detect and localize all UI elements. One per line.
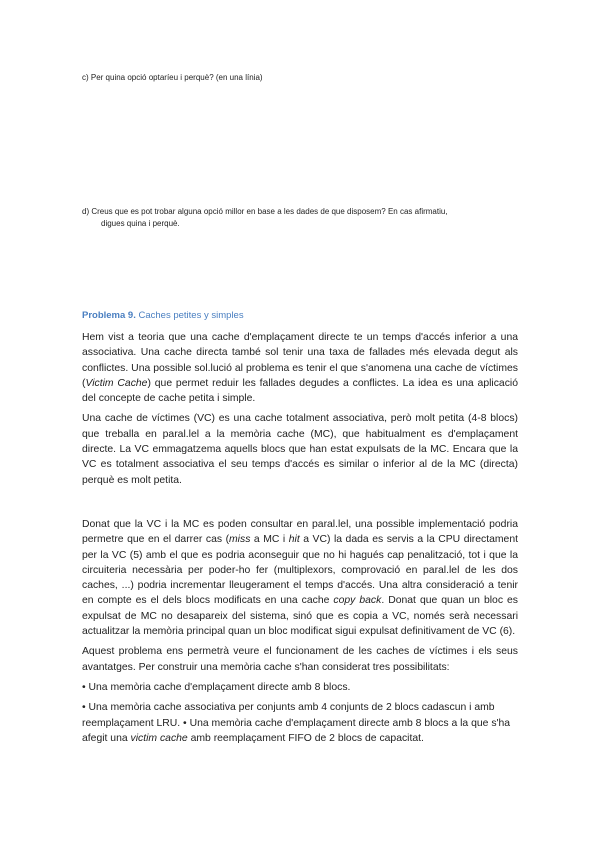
question-d-line1: d) Creus que es pot trobar alguna opció millor en base a les dades de que disposem? En cas afirmatiu, — [82, 207, 448, 216]
problem-number: Problema 9. — [82, 310, 136, 321]
paragraph-3-part-b: a MC i — [250, 534, 289, 546]
question-c: c) Per quina opció optaríeu i perquè? (en una línia) — [82, 73, 263, 82]
paragraph-4: Aquest problema ens permetrà veure el funcionament de les caches de víctimes i els seus avantatges. Per construir una memòria cache s'han considerat tres possibilitats: — [82, 646, 518, 673]
paragraph-3-emphasis-hit: hit — [288, 534, 300, 546]
paragraph-1-part-b: ) que permet reduir les fallades degudes a conflictes. La idea es una aplicació del concepte de cache petita i simple. — [82, 377, 518, 405]
text-block-1 — [82, 330, 518, 493]
list-item-text: • Una memòria cache associativa per conjunts amb 4 conjunts de 2 blocs cadascun i amb reemplaçament LRU. • Una memòria cache d'emplaçament directe amb 8 blocs a la que s'ha afegit una — [82, 702, 511, 744]
paragraph-2: Una cache de víctimes (VC) es una cache totalment associativa, però molt petita (4-8 blocs) que treballa en paral.lel a la memòria cache (MC), que habitualment es d'emplaçament directe. La VC emmagatzema aquells blocs que han estat expulsats de la MC. Encara que la VC es totalment associativa el seu temps d'accés es similar o inferior al de la MC (directa) perquè es molt petita. — [82, 413, 518, 486]
paragraph-1-emphasis: Victim Cache — [85, 377, 148, 389]
paragraph-3-emphasis-miss: miss — [229, 534, 251, 546]
question-d-line2: digues quina i perquè. — [101, 219, 180, 228]
paragraph-3-part-a: Donat que la VC i la MC es poden consultar en paral.lel, una possible implementació podria permetre que en el darrer cas ( — [82, 519, 518, 546]
question-d — [82, 206, 522, 230]
list-item-emphasis: victim cache — [130, 732, 188, 744]
list-item — [82, 700, 518, 746]
problem-heading — [82, 310, 244, 321]
list-item-text-end: amb reemplaçament FIFO de 2 blocs de capacitat. — [187, 732, 424, 744]
paragraph-1 — [82, 330, 518, 406]
paragraph-3-emphasis-copyback: copy back — [333, 595, 382, 607]
paragraph-3-part-c: a VC) la dada es servis a la CPU directament per la VC (5) amb el que es podria aconseguir que no hi hagués cap penalització, tot i que la circuiteria necessària per poder-ho fer (multiplexors, comprovació en paral.lel de les dos caches, ...) podria incrementar lleugerament el temps d'accés. Una altra consideració a tenir en compte es el dels blocs modificats en una cache — [82, 534, 518, 607]
paragraph-3-part-d: . Donat que quan un bloc es expulsat de MC no desapareix del sistema, sinó que es copia a VC, només serà necessari actualitzar la memòria principal quan un bloc modificat sigui expulsat definitivament de VC (6). — [82, 595, 518, 638]
text-block-2 — [82, 517, 518, 751]
paragraph-1-part-a: Hem vist a teoria que una cache d'emplaçament directe te un temps d'accés inferior a una associativa. Una cache directa també sol tenir una taxa de fallades més elevada degut als conflictes. Una possible sol.lució al problema es tenir el que s'anomena una cache de víctimes ( — [82, 332, 518, 389]
list-item: • Una memòria cache d'emplaçament directe amb 8 blocs. — [82, 681, 351, 693]
problem-title: Caches petites y simples — [138, 310, 244, 321]
options-list — [82, 680, 518, 746]
paragraph-3 — [82, 517, 518, 639]
